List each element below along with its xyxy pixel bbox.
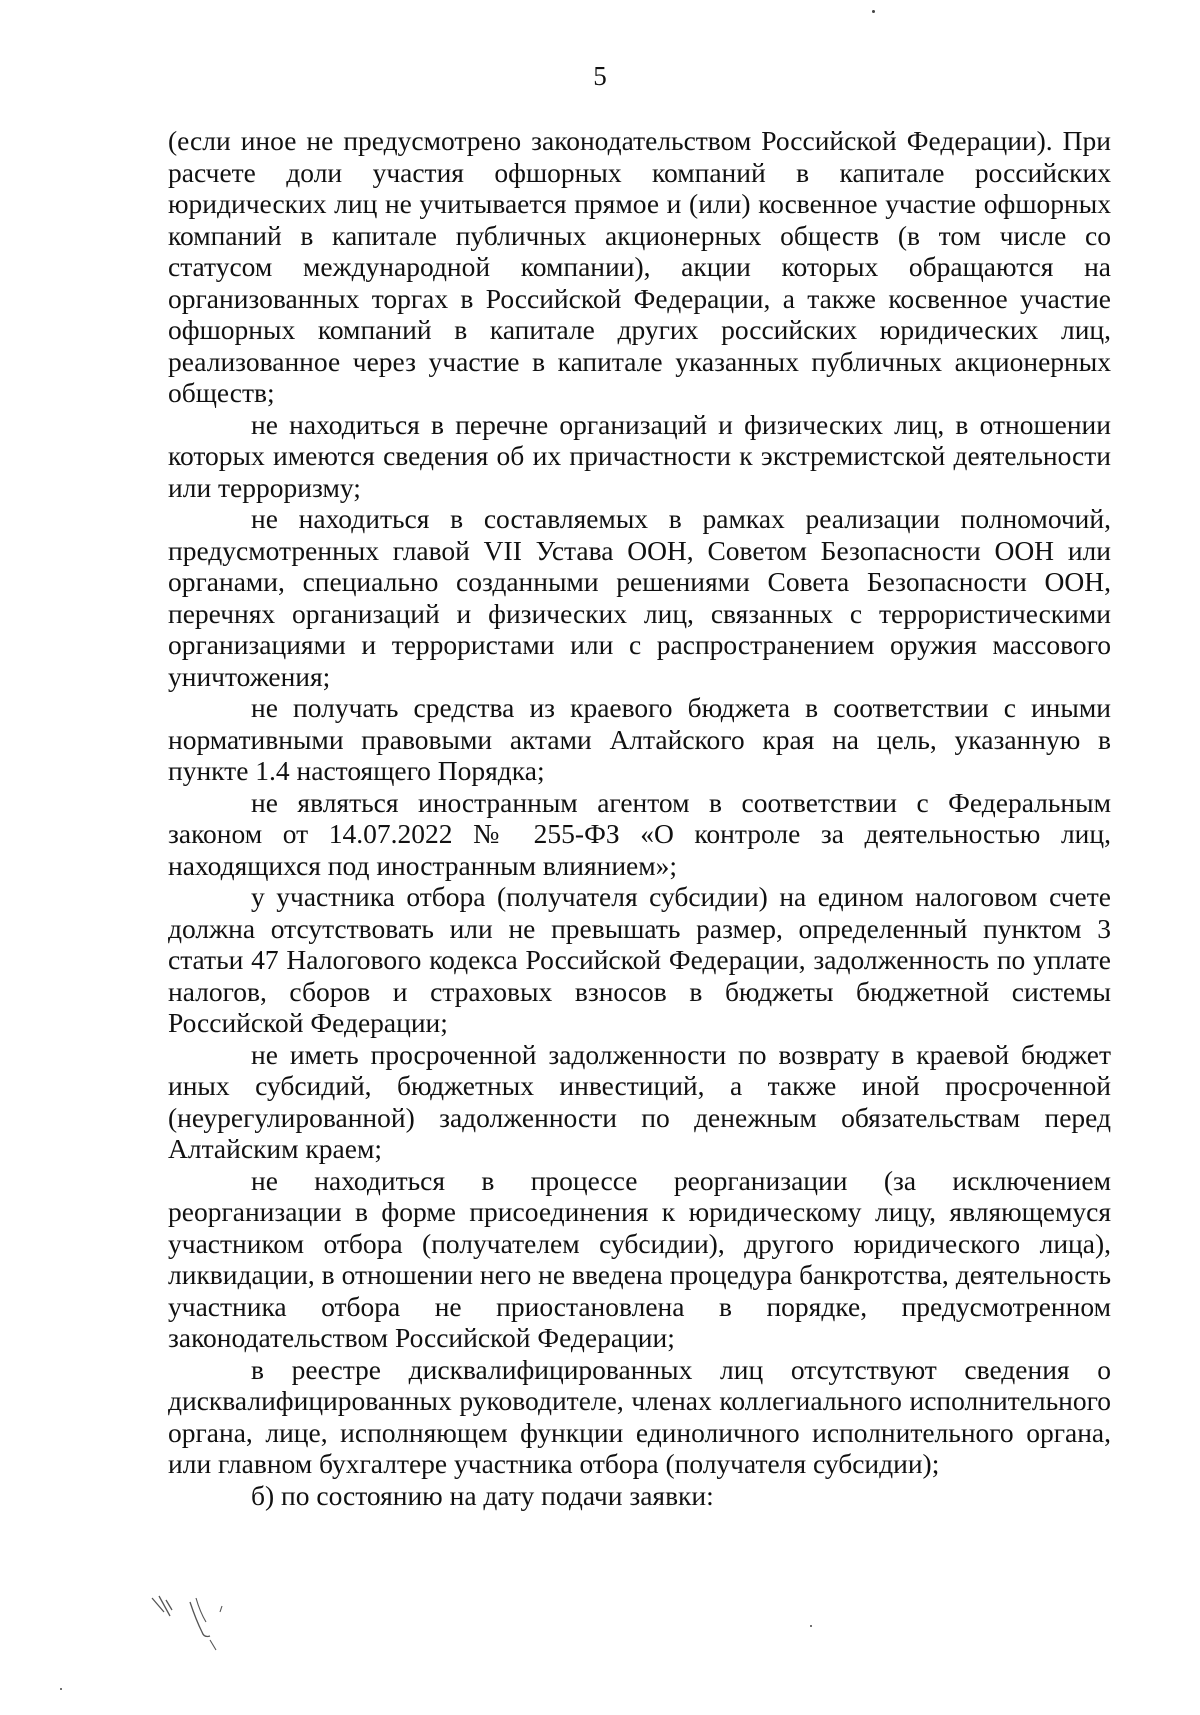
scan-speck [872,10,875,13]
handwritten-mark [150,1592,240,1662]
document-body [168,125,1111,1511]
scan-speck [810,1625,812,1627]
scan-speck [60,1688,62,1690]
paragraph-tax-debt: у участника отбора (получателя субсидии) на едином налоговом счете должна отсутствовать или не превышать размер, определенный пунктом 3 статьи 47 Налогового кодекса Российской Федерации, задолженность по уплате налогов, сборов и страховых взносов в бюджеты бюджетной системы Российской Федерации; [168,881,1111,1038]
paragraph-no-other-regional-funds: не получать средства из краевого бюджета в соответствии с иными нормативными правовыми актами Алтайского края на цель, указанную в пункте 1.4 настоящего Порядка; [168,692,1111,786]
paragraph-un-sanctions-list: не находиться в составляемых в рамках реализации полномочий, предусмотренных главой VII Устава ООН, Советом Безопасности ООН или органами, специально созданными решениями Совета Безопасности ООН, перечнях организаций и физических лиц, связанных с террористическими организациями и террористами или с распространением оружия массового уничтожения; [168,503,1111,692]
paragraph-extremism-list: не находиться в перечне организаций и физических лиц, в отношении которых имеются сведения об их причастности к экстремистской деятельности или терроризму; [168,408,1111,503]
paragraph-no-overdue-debt: не иметь просроченной задолженности по возврату в краевой бюджет иных субсидий, бюджетных инвестиций, а также иной просроченной (неурегулированной) задолженности по денежным обязательствам перед Алтайским краем; [168,1038,1111,1164]
paragraph-no-reorganization: не находиться в процессе реорганизации (за исключением реорганизации в форме присоединения к юридическому лицу, являющемуся участником отбора (получателем субсидии), другого юридического лица), ликвидации, в отношении него не введена процедура банкротства, деятельность участника отбора не приостановлена в порядке, предусмотренном законодательством Российской Федерации; [168,1164,1111,1353]
page-number: 5 [593,61,607,91]
paragraph-offshore-participation: (если иное не предусмотрено законодательством Российской Федерации). При расчете доли участия офшорных компаний в капитале российских юридических лиц не учитывается прямое и (или) косвенное участие офшорных компаний в капитале публичных акционерных обществ (в том числе со статусом международной компании), акции которых обращаются на организованных торгах в Российской Федерации, а также косвенное участие офшорных компаний в капитале других российских юридических лиц, реализованное через участие в капитале указанных публичных акционерных обществ; [168,125,1111,408]
paragraph-not-foreign-agent: не являться иностранным агентом в соответствии с Федеральным законом от 14.07.2022 № 255-ФЗ «О контроле за деятельностью лиц, находящихся под иностранным влиянием»; [168,786,1111,881]
paragraph-disqualified-persons-registry: в реестре дисквалифицированных лиц отсутствуют сведения о дисквалифицированных руководителе, членах коллегиального исполнительного органа, лице, исполняющем функции единоличного исполнительного органа, или главном бухгалтере участника отбора (получателя субсидии); [168,1353,1111,1479]
paragraph-subsection-b: б) по состоянию на дату подачи заявки: [251,1479,714,1511]
